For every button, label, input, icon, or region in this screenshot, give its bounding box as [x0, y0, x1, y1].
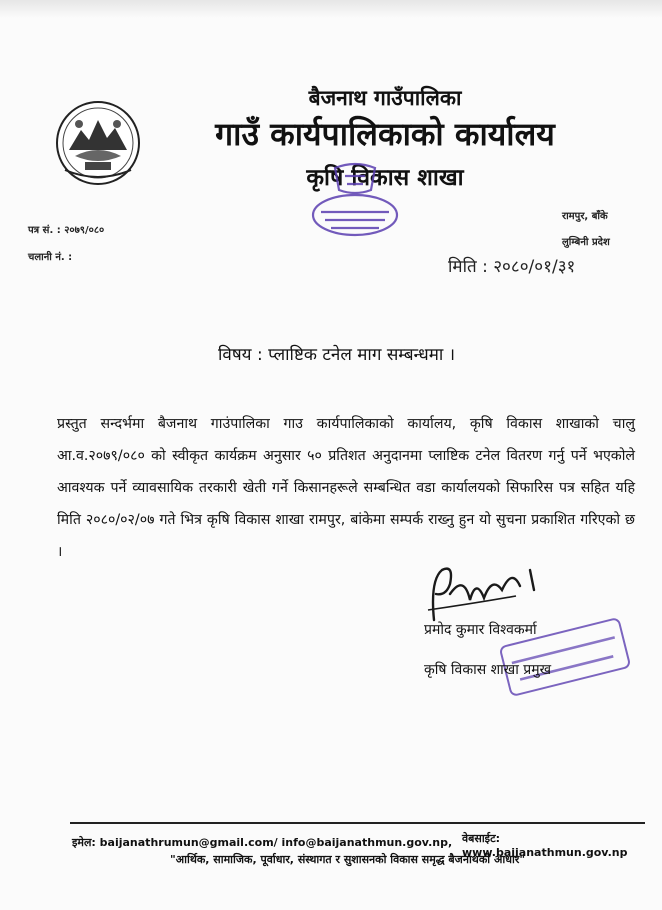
signatory-name: प्रमोद कुमार विश्वकर्मा: [424, 622, 537, 638]
footer-divider: [70, 822, 645, 824]
letter-date: मिति : २०८०/०१/३१: [448, 257, 576, 277]
address-line-1: रामपुर, बाँके: [562, 211, 608, 222]
municipality-name: बैजनाथ गाउँपालिका: [308, 86, 462, 110]
dispatch-number: चलानी नं. :: [28, 252, 73, 263]
letter-body: प्रस्तुत सन्दर्भमा बैजनाथ गाउंपालिका गाउ कार्यपालिकाको कार्यालय, कृषि विकास शाखाको चालु आ.व.२०७९/०८० को स्वीकृत कार्यक्रम अनुसार ५० प्रतिशत अनुदानमा प्लाष्टिक टनेल वितरण गर्नु पर्ने भएकोले आवश्यक पर्ने व्यावसायिक तरकारी खेती गर्ने किसानहरूले सम्बन्धित वडा कार्यालयको सिफारिस पत्र सहित यहि मिति २०८०/०२/०७ गते भित्र कृषि विकास शाखा रामपुर, बांकेमा सम्पर्क राख्नु हुन यो सुचना प्रकाशित गरिएको छ ।: [57, 416, 635, 560]
reference-number: पत्र सं. : २०७९/०८०: [28, 225, 105, 236]
signatory-title: कृषि विकास शाखा प्रमुख: [424, 662, 552, 678]
section-name: कृषि विकास शाखा: [306, 165, 464, 191]
office-stamp-icon: [305, 160, 405, 240]
footer-slogan: "आर्थिक, सामाजिक, पूर्वाधार, संस्थागत र सुशासनको विकास समृद्ध बैजनाथको आधार": [170, 853, 526, 866]
office-name: गाउँ कार्यपालिकाको कार्यालय: [215, 115, 555, 153]
footer-website: वेबसाईट: www.baijanathmun.gov.np: [462, 832, 628, 859]
footer-email: इमेल: baijanathrumun@gmail.com/ info@baijanathmun.gov.np,: [72, 836, 453, 849]
nepal-emblem-icon: [55, 100, 141, 186]
letter-subject: विषय : प्लाष्टिक टनेल माग सम्बन्धमा ।: [218, 345, 456, 365]
address-line-2: लुम्बिनी प्रदेश: [562, 237, 610, 248]
scan-edge: [0, 0, 662, 18]
